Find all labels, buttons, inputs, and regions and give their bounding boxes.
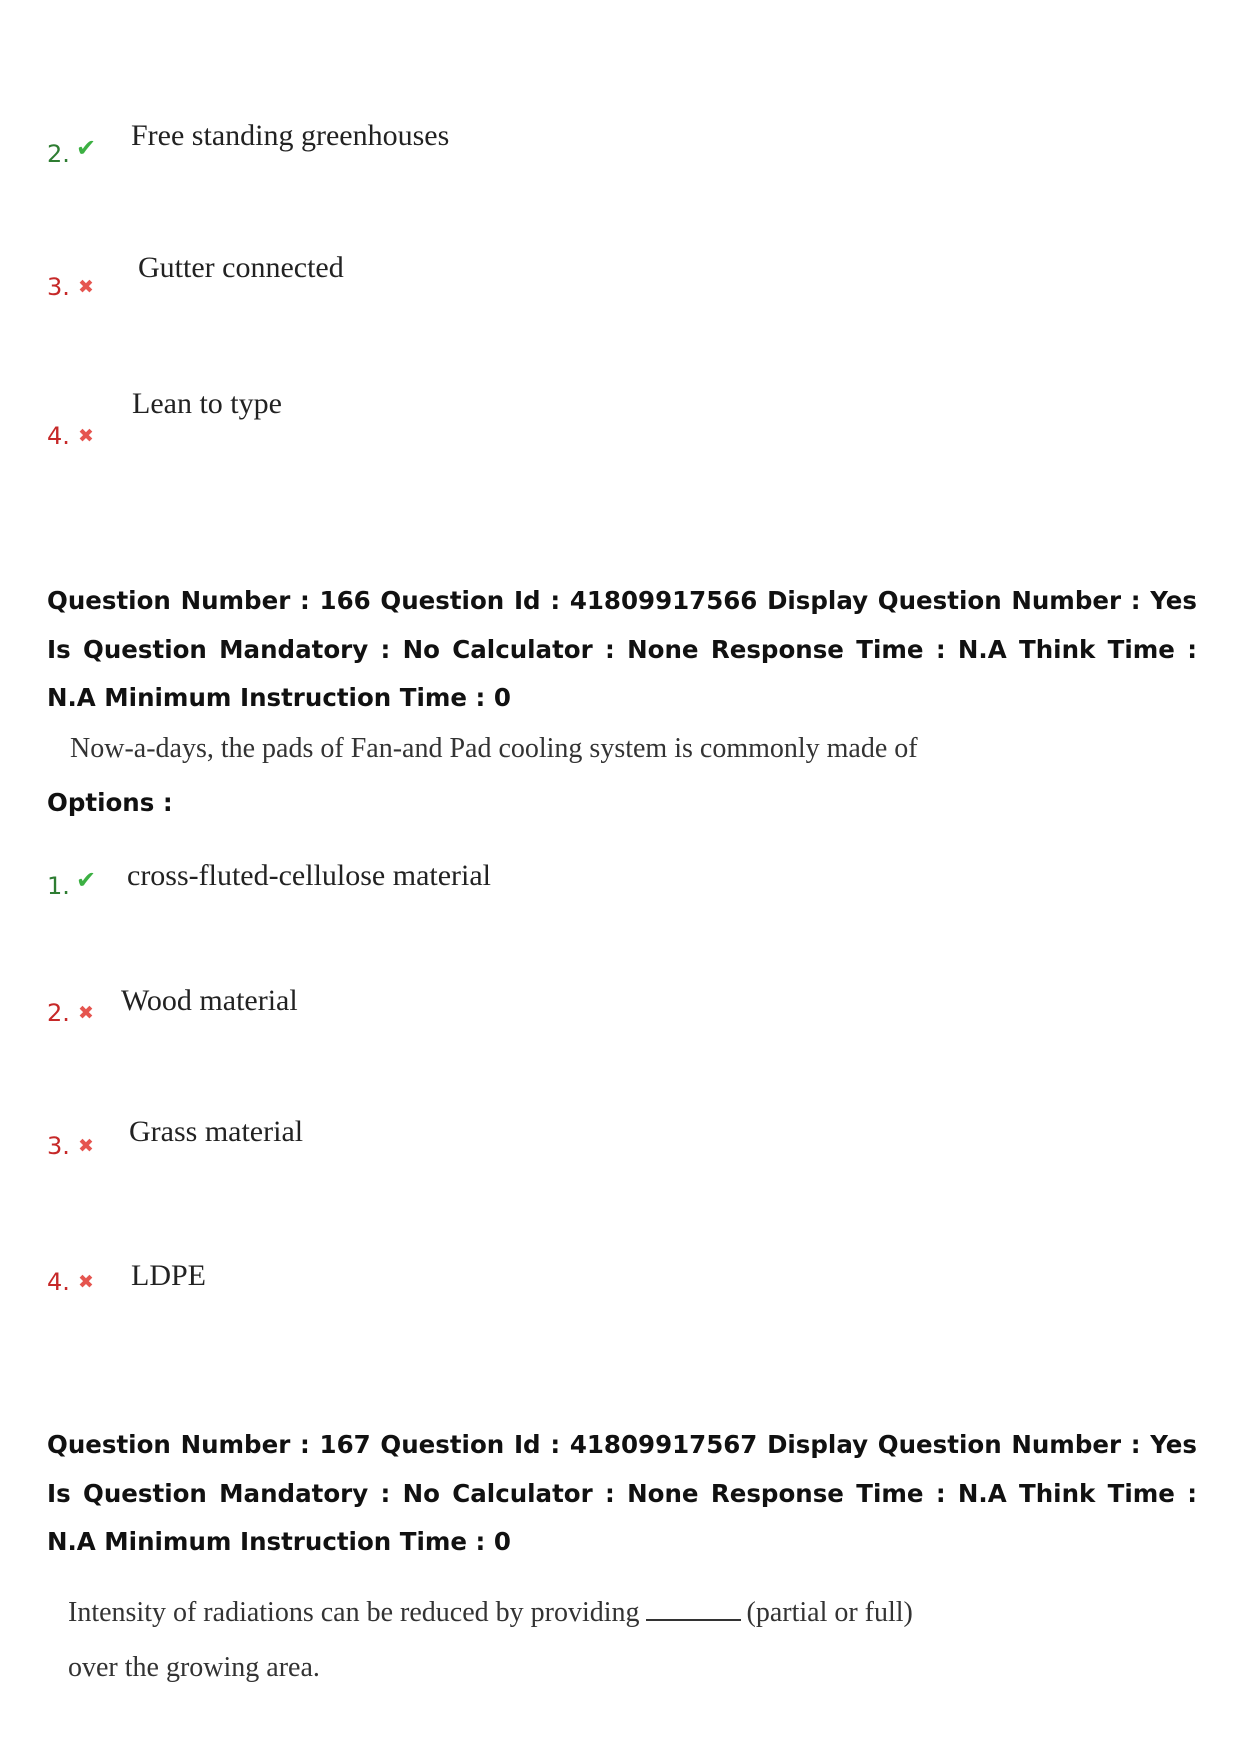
question-166-text: Now-a-days, the pads of Fan-and Pad cooling system is commonly made of (70, 733, 918, 764)
answer-blank (646, 1597, 741, 1621)
question-167-text-part-2: (partial or full) (746, 1597, 913, 1628)
option-number: 4. (47, 1268, 70, 1296)
cross-mark-icon: ✖ (78, 425, 94, 447)
cross-mark-icon: ✖ (78, 1271, 94, 1293)
option-text: Gutter connected (138, 251, 344, 284)
option-text: Wood material (121, 984, 298, 1017)
q166-option-4 (0, 1258, 1240, 1318)
cross-mark-icon: ✖ (78, 1135, 94, 1157)
prev-option-2 (0, 118, 1240, 178)
options-label: Options : (47, 788, 173, 817)
check-mark-icon: ✔ (76, 866, 97, 894)
option-text: LDPE (131, 1259, 206, 1292)
q166-option-3 (0, 1114, 1240, 1174)
option-text: cross-fluted-cellulose material (127, 859, 492, 892)
option-text: Free standing greenhouses (131, 119, 450, 152)
check-mark-icon: ✔ (76, 134, 97, 162)
question-167-header: Question Number : 167 Question Id : 41809917567 Display Question Number : Yes Is Question Mandatory : No Calculator : None Response Time : N.A Think Time : N.A Minimum Instruction Time : 0 (47, 1430, 1197, 1556)
option-number: 2. (47, 140, 70, 168)
cross-mark-icon: ✖ (78, 276, 94, 298)
option-number: 2. (47, 999, 70, 1027)
question-167-text-line-2: over the growing area. (68, 1652, 320, 1683)
q166-option-1 (0, 858, 1240, 918)
option-text: Grass material (129, 1115, 304, 1148)
option-text: Lean to type (132, 387, 282, 420)
prev-option-3 (0, 250, 1240, 310)
cross-mark-icon: ✖ (78, 1002, 94, 1024)
question-166-header: Question Number : 166 Question Id : 41809917566 Display Question Number : Yes Is Question Mandatory : No Calculator : None Response Time : N.A Think Time : N.A Minimum Instruction Time : 0 (47, 586, 1197, 712)
question-167-text-line-1 (68, 1596, 913, 1630)
option-number: 1. (47, 872, 70, 900)
prev-option-4 (0, 386, 1240, 450)
option-number: 3. (47, 1132, 70, 1160)
option-number: 3. (47, 273, 70, 301)
option-number: 4. (47, 422, 70, 450)
q166-option-2 (0, 983, 1240, 1043)
question-167-text-part-1: Intensity of radiations can be reduced by providing (68, 1597, 640, 1628)
